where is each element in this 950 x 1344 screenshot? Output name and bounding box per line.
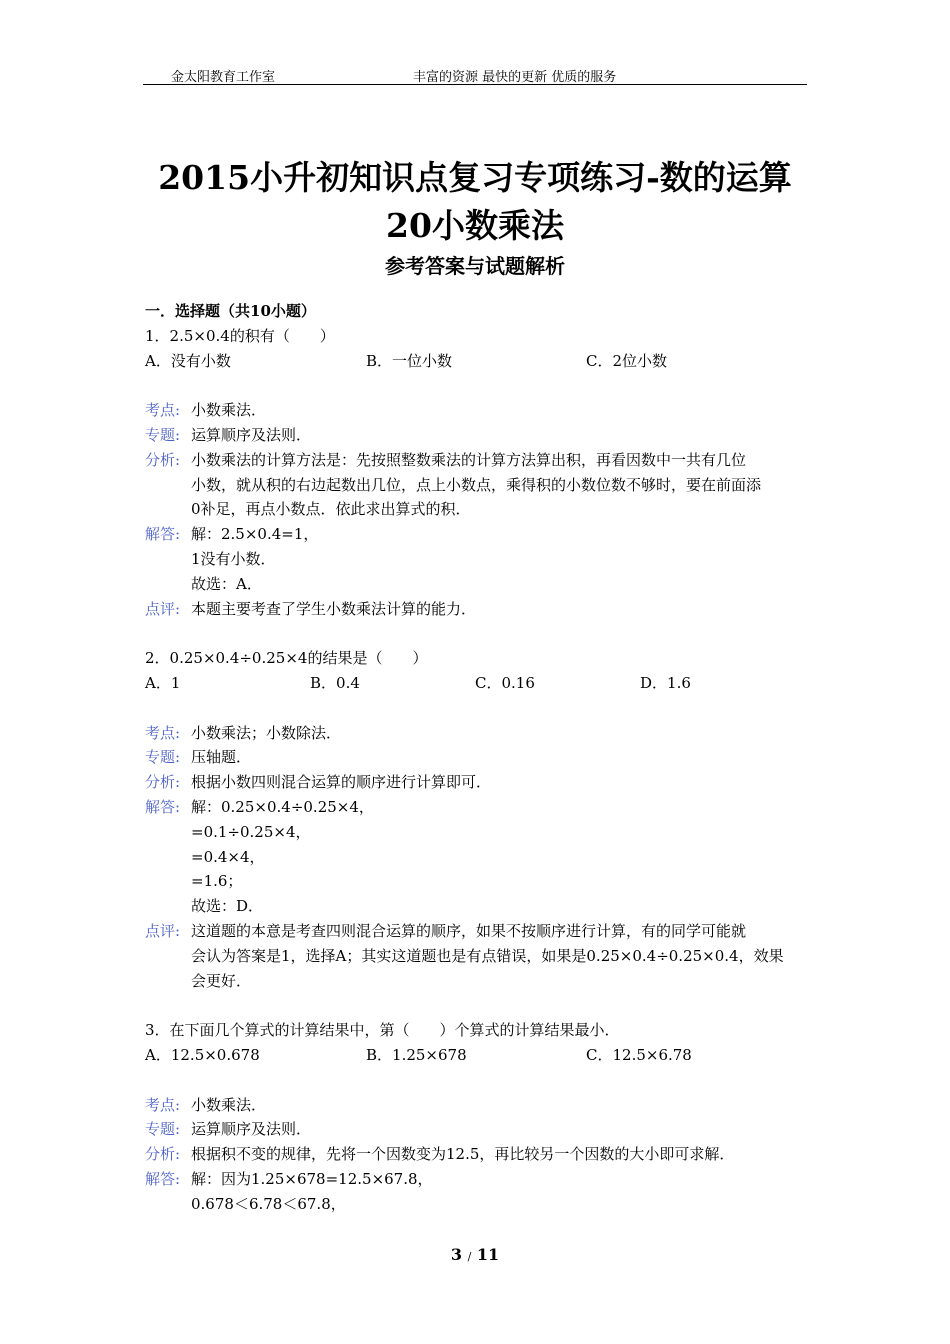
review-row xyxy=(145,919,810,993)
review-line: 会认为答案是1，选择A；其实这道题也是有点错误，如果是0.25×0.4÷0.25×0.4，效果 xyxy=(191,946,784,965)
review-line: 会更好． xyxy=(191,971,252,990)
point-label: 考点: xyxy=(145,723,181,742)
option-a: A．1 xyxy=(145,673,181,692)
answer-row xyxy=(145,795,810,919)
question-3 xyxy=(145,1018,810,1216)
answer-label: 解答: xyxy=(145,525,181,544)
header-org: 金太阳教育工作室 xyxy=(171,70,276,85)
analysis-row xyxy=(145,770,810,795)
answer-line: 故选：A． xyxy=(191,574,262,593)
analysis-label: 分析: xyxy=(145,450,181,469)
doc-title-line2: 20小数乘法 xyxy=(386,206,564,245)
point-text: 小数乘法． xyxy=(191,1095,267,1114)
option-c: C．2位小数 xyxy=(586,351,668,370)
page-number xyxy=(0,1245,950,1264)
point-text: 小数乘法；小数除法． xyxy=(191,723,342,742)
topic-text: 压轴题． xyxy=(191,748,252,767)
doc-subtitle: 参考答案与试题解析 xyxy=(385,254,565,278)
analysis-label: 分析: xyxy=(145,1145,181,1164)
point-label: 考点: xyxy=(145,401,181,420)
analysis-line: 根据积不变的规律，先将一个因数变为12.5，再比较另一个因数的大小即可求解． xyxy=(191,1145,735,1164)
option-b: B．0.4 xyxy=(310,673,360,692)
answer-line: 解：因为1.25×678=12.5×67.8， xyxy=(191,1169,433,1188)
option-a: A．没有小数 xyxy=(145,351,231,370)
answer-line: 解：0.25×0.4÷0.25×4， xyxy=(191,797,374,816)
question-1 xyxy=(145,324,810,622)
point-row xyxy=(145,1093,810,1118)
topic-row xyxy=(145,1117,810,1142)
section-heading: 一．选择题（共10小题） xyxy=(145,302,316,320)
topic-text: 运算顺序及法则． xyxy=(191,425,312,444)
page-current: 3 xyxy=(450,1245,462,1264)
topic-label: 专题: xyxy=(145,748,181,767)
question-stem: 2．0.25×0.4÷0.25×4的结果是（ ） xyxy=(145,649,428,668)
point-row xyxy=(145,398,810,423)
topic-row xyxy=(145,423,810,448)
question-stem: 1．2.5×0.4的积有（ ） xyxy=(145,326,335,345)
answer-line: 0.678＜6.78＜67.8， xyxy=(191,1194,346,1213)
header-slogan: 丰富的资源 最快的更新 优质的服务 xyxy=(413,70,617,85)
question-stem: 3．在下面几个算式的计算结果中，第（ ）个算式的计算结果最小． xyxy=(145,1021,620,1040)
answer-line: =1.6； xyxy=(191,872,243,891)
topic-label: 专题: xyxy=(145,1120,181,1139)
answer-label: 解答: xyxy=(145,1169,181,1188)
point-text: 小数乘法． xyxy=(191,401,267,420)
answer-row xyxy=(145,522,810,596)
option-c: C．0.16 xyxy=(475,673,535,692)
answer-line: 解：2.5×0.4=1， xyxy=(191,525,319,544)
analysis-row xyxy=(145,448,810,522)
analysis-line: 根据小数四则混合运算的顺序进行计算即可． xyxy=(191,773,492,792)
option-b: B．一位小数 xyxy=(366,351,453,370)
option-d: D．1.6 xyxy=(640,673,691,692)
analysis-row xyxy=(145,1142,810,1167)
review-row xyxy=(145,597,810,622)
answer-row xyxy=(145,1167,810,1217)
answer-line: 1没有小数． xyxy=(191,549,276,568)
review-label: 点评: xyxy=(145,921,181,940)
options-row xyxy=(145,1043,810,1068)
analysis-line: 小数乘法的计算方法是：先按照整数乘法的计算方法算出积，再看因数中一共有几位 xyxy=(191,450,747,469)
answer-line: =0.1÷0.25×4， xyxy=(191,822,311,841)
option-a: A．12.5×0.678 xyxy=(145,1045,260,1064)
content xyxy=(145,299,810,1216)
answer-line: 故选：D． xyxy=(191,897,264,916)
options-row xyxy=(145,349,810,374)
options-row xyxy=(145,671,810,696)
page-total: 11 xyxy=(476,1245,500,1264)
analysis-line: 0补足，再点小数点．依此求出算式的积． xyxy=(191,500,471,519)
review-label: 点评: xyxy=(145,599,181,618)
topic-label: 专题: xyxy=(145,425,181,444)
topic-row xyxy=(145,745,810,770)
answer-label: 解答: xyxy=(145,797,181,816)
analysis-label: 分析: xyxy=(145,773,181,792)
review-line: 这道题的本意是考查四则混合运算的顺序，如果不按顺序进行计算，有的同学可能就 xyxy=(191,921,747,940)
point-row xyxy=(145,721,810,746)
point-label: 考点: xyxy=(145,1095,181,1114)
option-b: B．1.25×678 xyxy=(366,1045,467,1064)
page-separator: / xyxy=(467,1250,472,1263)
option-c: C．12.5×6.78 xyxy=(586,1045,692,1064)
analysis-line: 小数，就从积的右边起数出几位，点上小数点，乘得积的小数位数不够时，要在前面添 xyxy=(191,475,762,494)
question-2 xyxy=(145,646,810,993)
page-header xyxy=(143,64,807,85)
review-line: 本题主要考查了学生小数乘法计算的能力． xyxy=(191,599,477,618)
doc-title-line1: 2015小升初知识点复习专项练习-数的运算 xyxy=(158,158,792,197)
topic-text: 运算顺序及法则． xyxy=(191,1120,312,1139)
answer-line: =0.4×4， xyxy=(191,847,265,866)
